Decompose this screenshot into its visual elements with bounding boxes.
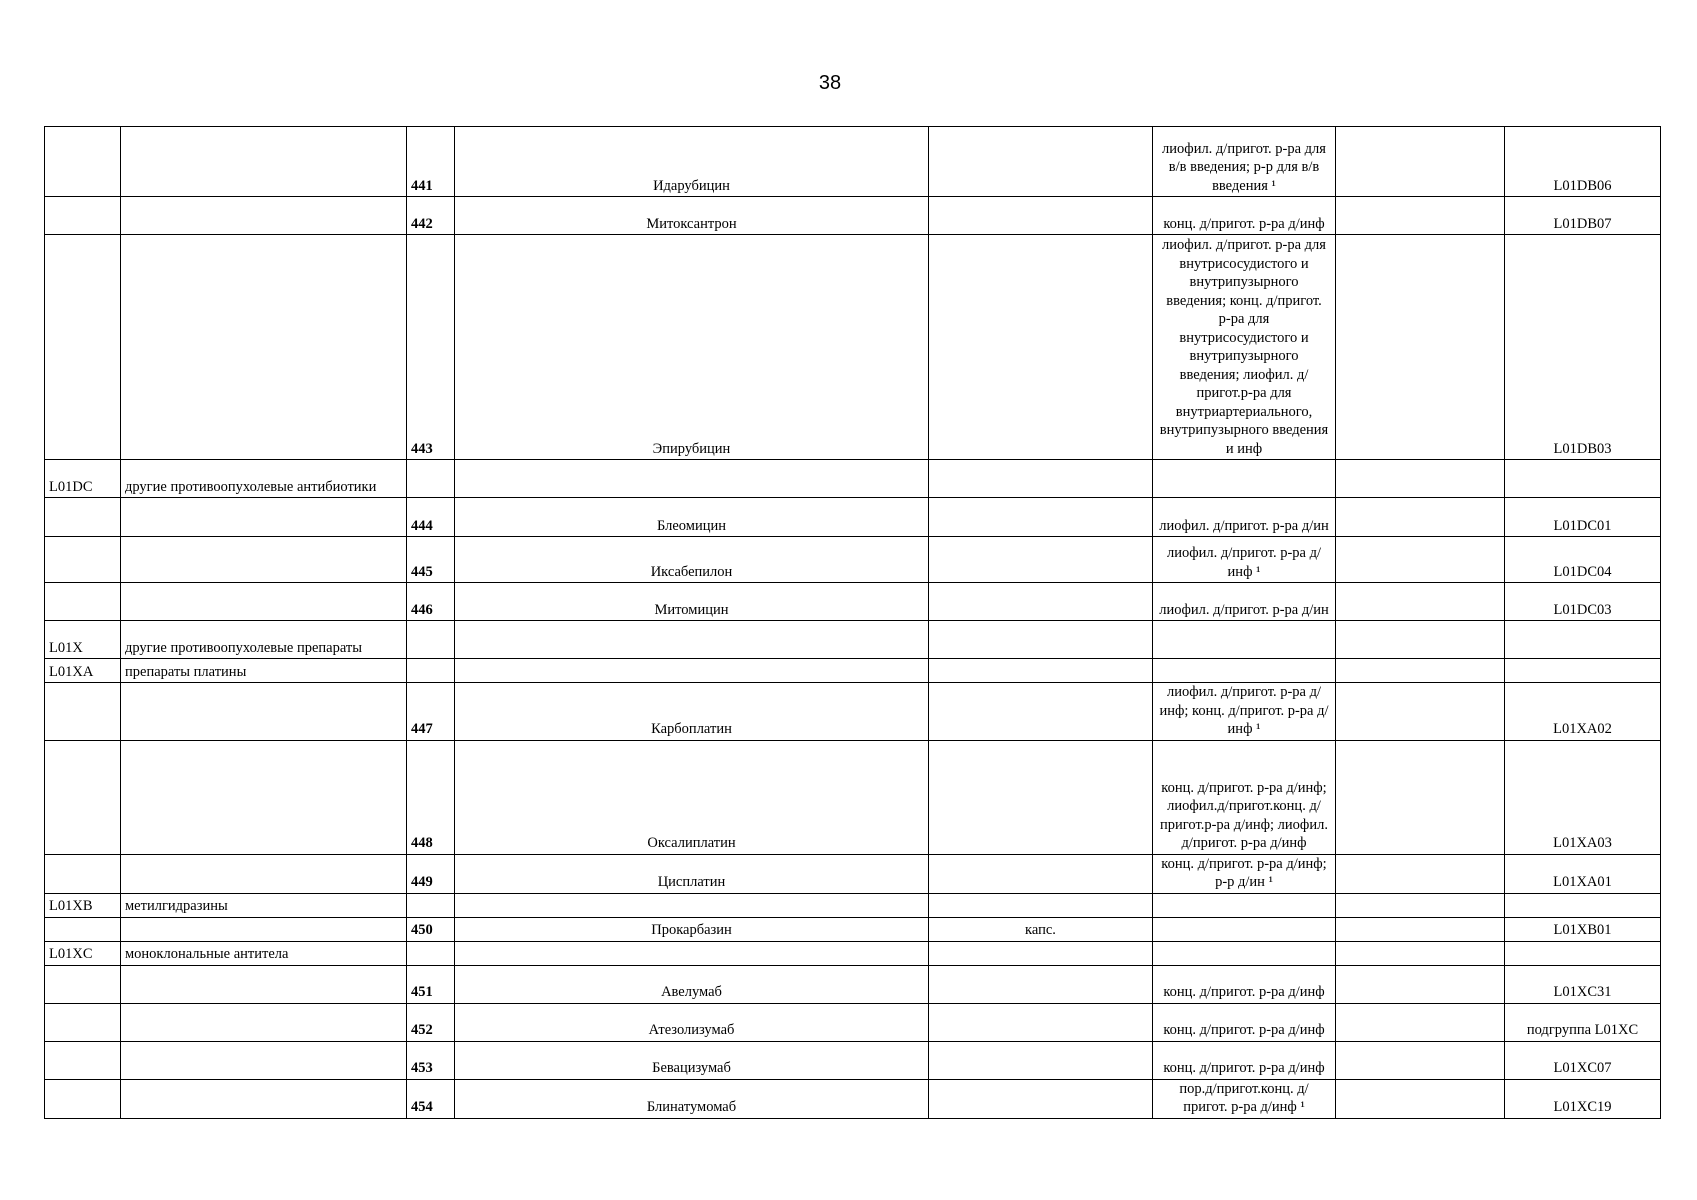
- dosage-form-detail-text: конц. д/пригот. р-ра д/инф; р-р д/ин ¹: [1161, 855, 1327, 890]
- dosage-form-detail-text: лиофил. д/пригот. р-ра для внутрисосудистого и внутрипузырного введения; конц. д/пригот. р-ра для внутрисосудистого и внутрипузырного введения; лиофил. д/пригот.р-ра для внутриартериального, внутрипузырного введения и инф: [1159, 237, 1329, 457]
- drug-name: Митомицин: [455, 583, 929, 621]
- dosage-form-detail: [1153, 197, 1336, 235]
- dosage-form-detail: [1153, 1079, 1336, 1118]
- empty-cell: [1336, 965, 1505, 1003]
- group-row: [45, 941, 1661, 965]
- dosage-form-detail: [1153, 965, 1336, 1003]
- dosage-form-detail: [1153, 537, 1336, 583]
- atc-group-code: [45, 235, 121, 460]
- dosage-form: [929, 537, 1153, 583]
- empty-cell: [1336, 197, 1505, 235]
- item-number: 449: [407, 854, 455, 893]
- table-row: [45, 1003, 1661, 1041]
- atc-group-code: [45, 1041, 121, 1079]
- atc-code: L01XB01: [1505, 917, 1661, 941]
- atc-code-cell: [1505, 941, 1661, 965]
- dosage-form-detail: [1153, 917, 1336, 941]
- empty-cell: [1336, 659, 1505, 683]
- table-row: [45, 965, 1661, 1003]
- table-row: [45, 127, 1661, 197]
- atc-group-name: [121, 235, 407, 460]
- empty-cell: [1336, 683, 1505, 741]
- item-number-cell: [407, 460, 455, 498]
- dosage-form-detail: [1153, 683, 1336, 741]
- dosage-form: [929, 235, 1153, 460]
- atc-group-name: метилгидразины: [121, 893, 407, 917]
- empty-cell: [1336, 621, 1505, 659]
- atc-group-name: [121, 583, 407, 621]
- atc-code: L01XA02: [1505, 683, 1661, 741]
- dosage-form: [929, 854, 1153, 893]
- atc-code: L01XC19: [1505, 1079, 1661, 1118]
- item-number: 446: [407, 583, 455, 621]
- atc-group-code: [45, 683, 121, 741]
- dosage-form-detail-text: конц. д/пригот. р-ра д/инф: [1163, 1022, 1325, 1038]
- atc-group-code: [45, 127, 121, 197]
- atc-group-name: моноклональные антитела: [121, 941, 407, 965]
- atc-group-code: L01X: [45, 621, 121, 659]
- dosage-form-cell: [929, 621, 1153, 659]
- drug-name: Идарубицин: [455, 127, 929, 197]
- drug-name: Блинатумомаб: [455, 1079, 929, 1118]
- dosage-form: капс.: [929, 917, 1153, 941]
- dosage-form: [929, 1041, 1153, 1079]
- atc-group-name: [121, 1079, 407, 1118]
- drug-name: Митоксантрон: [455, 197, 929, 235]
- atc-group-name: [121, 1003, 407, 1041]
- atc-group-name: препараты платины: [121, 659, 407, 683]
- table-row: [45, 740, 1661, 854]
- empty-cell: [1336, 235, 1505, 460]
- item-number-cell: [407, 621, 455, 659]
- item-number: 452: [407, 1003, 455, 1041]
- group-row: [45, 893, 1661, 917]
- table-row: [45, 1079, 1661, 1118]
- atc-group-name: [121, 197, 407, 235]
- dosage-form-detail: [1153, 498, 1336, 537]
- dosage-form-detail-text: лиофил. д/пригот. р-ра д/инф ¹: [1167, 545, 1321, 580]
- dosage-form-detail-text: конц. д/пригот. р-ра д/инф: [1163, 984, 1325, 1000]
- dosage-form: [929, 197, 1153, 235]
- dosage-form-cell: [929, 659, 1153, 683]
- drug-name: Атезолизумаб: [455, 1003, 929, 1041]
- dosage-form: [929, 1003, 1153, 1041]
- atc-code: L01XA01: [1505, 854, 1661, 893]
- atc-group-name: [121, 740, 407, 854]
- dosage-form-detail-cell: [1153, 893, 1336, 917]
- empty-cell: [1336, 1079, 1505, 1118]
- atc-group-code: [45, 197, 121, 235]
- dosage-form: [929, 740, 1153, 854]
- table-body: [45, 127, 1661, 1119]
- dosage-form-detail-text: конц. д/пригот. р-ра д/инф: [1163, 215, 1325, 232]
- atc-group-code: L01XB: [45, 893, 121, 917]
- drug-name: Оксалиплатин: [455, 740, 929, 854]
- dosage-form-detail-cell: [1153, 460, 1336, 498]
- dosage-form: [929, 498, 1153, 537]
- item-number: 448: [407, 740, 455, 854]
- dosage-form-detail-cell: [1153, 621, 1336, 659]
- table-row: [45, 917, 1661, 941]
- drug-name: Авелумаб: [455, 965, 929, 1003]
- item-number: 451: [407, 965, 455, 1003]
- dosage-form-detail: [1153, 1041, 1336, 1079]
- atc-group-name: [121, 498, 407, 537]
- table-row: [45, 1041, 1661, 1079]
- atc-group-code: L01DC: [45, 460, 121, 498]
- atc-code: L01DB06: [1505, 127, 1661, 197]
- dosage-form-detail-text: лиофил. д/пригот. р-ра для в/в введения; р-р для в/в введения ¹: [1162, 140, 1326, 194]
- group-row: [45, 460, 1661, 498]
- drug-name: Иксабепилон: [455, 537, 929, 583]
- atc-code: L01DC03: [1505, 583, 1661, 621]
- atc-group-code: [45, 583, 121, 621]
- empty-cell: [1336, 498, 1505, 537]
- dosage-form: [929, 1079, 1153, 1118]
- dosage-form-detail-text: конц. д/пригот. р-ра д/инф; лиофил.д/пригот.конц. д/пригот.р-ра д/инф; лиофил. д/пригот. р-ра д/инф: [1160, 779, 1328, 851]
- atc-code-cell: [1505, 659, 1661, 683]
- atc-code: L01XC07: [1505, 1041, 1661, 1079]
- dosage-form-detail-text: лиофил. д/пригот. р-ра д/ин: [1159, 601, 1329, 618]
- dosage-form-detail-text: пор.д/пригот.конц. д/пригот. р-ра д/инф ¹: [1179, 1080, 1309, 1115]
- atc-group-name: [121, 965, 407, 1003]
- item-number: 442: [407, 197, 455, 235]
- table-row: [45, 498, 1661, 537]
- drug-name: Цисплатин: [455, 854, 929, 893]
- empty-cell: [1336, 854, 1505, 893]
- drug-name-cell: [455, 659, 929, 683]
- item-number-cell: [407, 941, 455, 965]
- atc-group-code: [45, 917, 121, 941]
- atc-group-name: [121, 537, 407, 583]
- dosage-form-detail-text: лиофил. д/пригот. р-ра д/ин: [1159, 517, 1329, 534]
- dosage-form: [929, 965, 1153, 1003]
- table-row: [45, 537, 1661, 583]
- atc-group-code: L01XC: [45, 941, 121, 965]
- drug-name: Карбоплатин: [455, 683, 929, 741]
- atc-code-cell: [1505, 621, 1661, 659]
- empty-cell: [1336, 460, 1505, 498]
- atc-group-name: [121, 917, 407, 941]
- item-number: 443: [407, 235, 455, 460]
- atc-group-code: [45, 740, 121, 854]
- atc-code-cell: [1505, 893, 1661, 917]
- group-row: [45, 621, 1661, 659]
- dosage-form: [929, 683, 1153, 741]
- drug-name: Прокарбазин: [455, 917, 929, 941]
- item-number: 441: [407, 127, 455, 197]
- dosage-form: [929, 583, 1153, 621]
- atc-group-code: [45, 965, 121, 1003]
- item-number: 447: [407, 683, 455, 741]
- empty-cell: [1336, 893, 1505, 917]
- atc-group-name: другие противоопухолевые препараты: [121, 621, 407, 659]
- dosage-form-detail: [1153, 854, 1336, 893]
- atc-code: L01DC01: [1505, 498, 1661, 537]
- group-row: [45, 659, 1661, 683]
- drug-name-cell: [455, 621, 929, 659]
- dosage-form-detail: [1153, 127, 1336, 197]
- empty-cell: [1336, 917, 1505, 941]
- drug-list-table: [44, 126, 1661, 1119]
- atc-group-code: [45, 537, 121, 583]
- dosage-form: [929, 127, 1153, 197]
- atc-code: L01XC31: [1505, 965, 1661, 1003]
- atc-group-name: другие противоопухолевые антибиотики: [121, 460, 407, 498]
- drug-name: Блеомицин: [455, 498, 929, 537]
- item-number: 450: [407, 917, 455, 941]
- atc-group-code: [45, 1079, 121, 1118]
- item-number: 454: [407, 1079, 455, 1118]
- atc-code: L01DB07: [1505, 197, 1661, 235]
- dosage-form-cell: [929, 460, 1153, 498]
- table-row: [45, 197, 1661, 235]
- dosage-form-detail: [1153, 235, 1336, 460]
- empty-cell: [1336, 1041, 1505, 1079]
- table-row: [45, 854, 1661, 893]
- drug-name: Эпирубицин: [455, 235, 929, 460]
- empty-cell: [1336, 941, 1505, 965]
- atc-code: L01XA03: [1505, 740, 1661, 854]
- item-number-cell: [407, 659, 455, 683]
- atc-code: подгруппа L01XC: [1505, 1003, 1661, 1041]
- empty-cell: [1336, 1003, 1505, 1041]
- atc-group-code: [45, 498, 121, 537]
- empty-cell: [1336, 583, 1505, 621]
- dosage-form-detail: [1153, 740, 1336, 854]
- atc-group-code: L01XA: [45, 659, 121, 683]
- atc-group-code: [45, 854, 121, 893]
- item-number: 453: [407, 1041, 455, 1079]
- drug-name-cell: [455, 460, 929, 498]
- atc-group-name: [121, 127, 407, 197]
- atc-code: L01DB03: [1505, 235, 1661, 460]
- item-number-cell: [407, 893, 455, 917]
- dosage-form-detail-text: конц. д/пригот. р-ра д/инф: [1163, 1060, 1325, 1076]
- drug-name: Бевацизумаб: [455, 1041, 929, 1079]
- atc-code-cell: [1505, 460, 1661, 498]
- table-row: [45, 235, 1661, 460]
- item-number: 445: [407, 537, 455, 583]
- dosage-form-cell: [929, 893, 1153, 917]
- dosage-form-detail: [1153, 583, 1336, 621]
- dosage-form-detail-text: лиофил. д/пригот. р-ра д/инф; конц. д/пригот. р-ра д/инф ¹: [1159, 684, 1329, 737]
- table-row: [45, 683, 1661, 741]
- page-number: 38: [818, 72, 842, 94]
- atc-code: L01DC04: [1505, 537, 1661, 583]
- dosage-form-cell: [929, 941, 1153, 965]
- drug-name-cell: [455, 893, 929, 917]
- atc-group-name: [121, 683, 407, 741]
- dosage-form-detail-cell: [1153, 659, 1336, 683]
- atc-group-name: [121, 854, 407, 893]
- dosage-form-detail-cell: [1153, 941, 1336, 965]
- drug-name-cell: [455, 941, 929, 965]
- item-number: 444: [407, 498, 455, 537]
- atc-group-code: [45, 1003, 121, 1041]
- empty-cell: [1336, 537, 1505, 583]
- dosage-form-detail: [1153, 1003, 1336, 1041]
- empty-cell: [1336, 127, 1505, 197]
- table-row: [45, 583, 1661, 621]
- atc-group-name: [121, 1041, 407, 1079]
- empty-cell: [1336, 740, 1505, 854]
